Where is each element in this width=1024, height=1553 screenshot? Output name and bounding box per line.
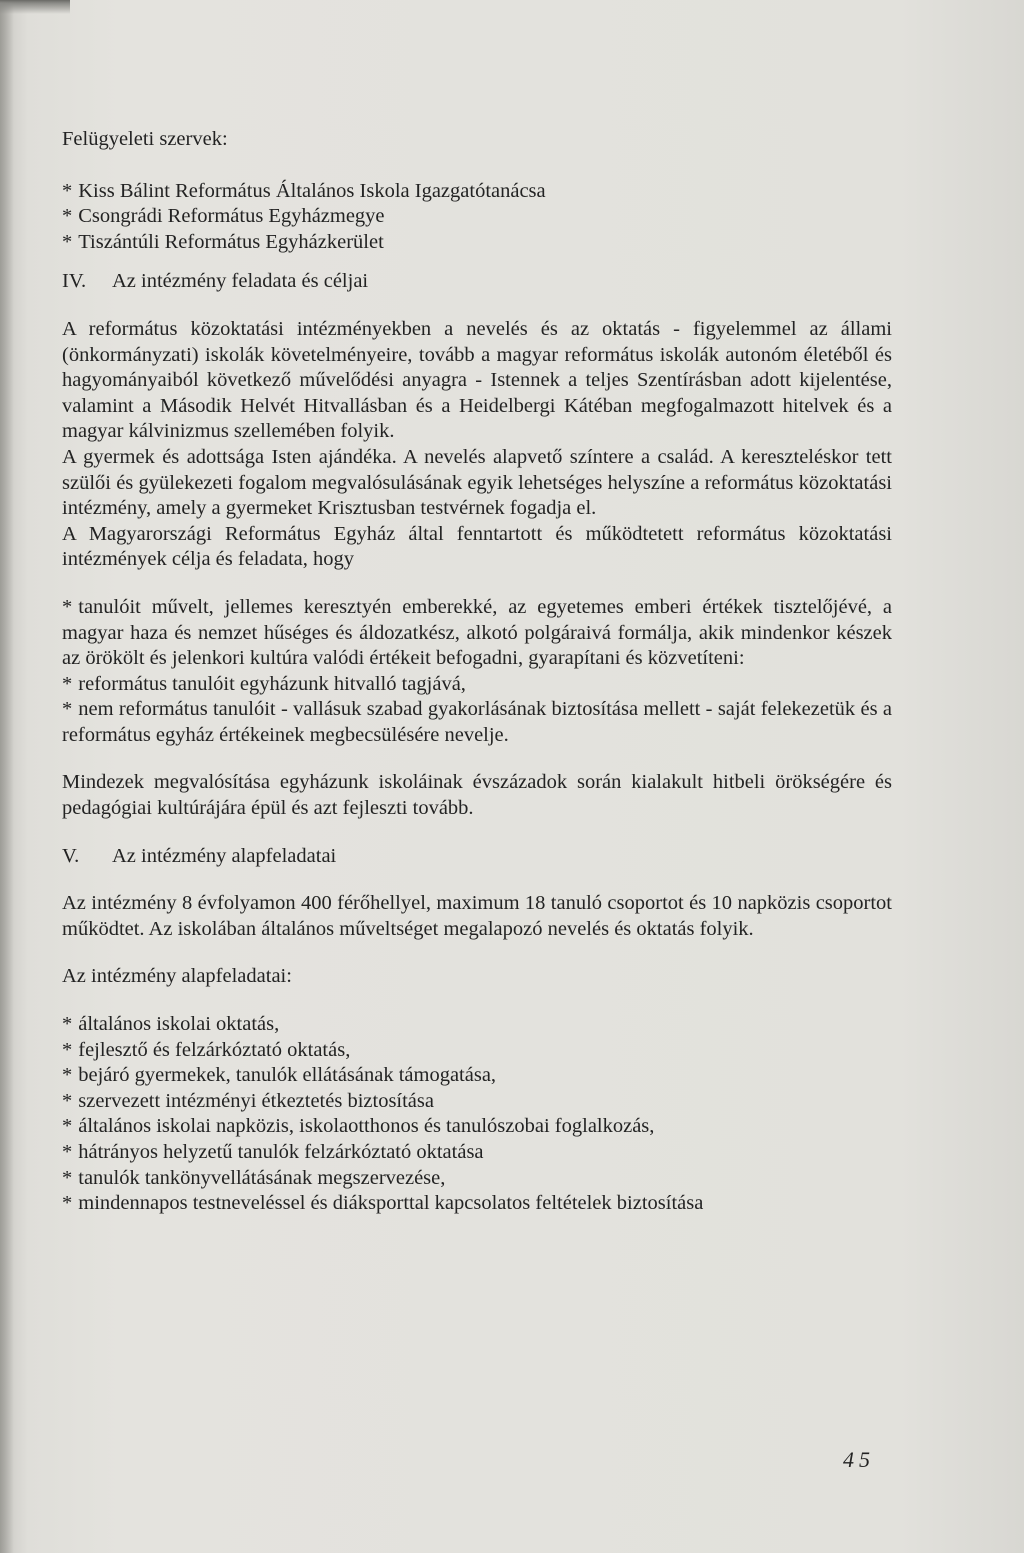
section-4-number: IV.: [62, 270, 87, 293]
supervisory-item: * Csongrádi Református Egyházmegye: [62, 205, 385, 228]
bullet-star: *: [62, 1141, 73, 1163]
task-item: * hátrányos helyzetű tanulók felzárkóztató oktatása: [62, 1141, 484, 1163]
section-4-paragraph: A református közoktatási intézményekben a nevelés és az oktatás - figyelemmel az állami (önkormányzati) iskolák követelményeire, tovább a magyar református iskolák autonóm életéből és hagyományaiból következő művelődési anyagra - Istennek a teljes Szentírásban adott kijelentése, valamint a Második Helvét Hitvallásban és a Heidelbergi Kátéban megfogalmazott hitelvek és a magyar kálvinizmus szellemében folyik.: [62, 317, 892, 443]
task-item: * általános iskolai oktatás,: [62, 1013, 280, 1036]
task-item: * általános iskolai napközis, iskolaotthonos és tanulószobai foglalkozás,: [62, 1115, 655, 1138]
supervisory-item: * Tiszántúli Református Egyházkerület: [62, 230, 384, 253]
section-4-summary: Mindezek megvalósítása egyházunk iskoláinak évszázadok során kialakult hitbeli örökségére és pedagógiai kultúrájára épül és azt fejleszti tovább.: [62, 771, 892, 820]
task-item: * tanulók tankönyvellátásának megszervezése,: [62, 1166, 446, 1189]
goal-item: * nem református tanulóit - vallásuk szabad gyakorlásának biztosítása mellett - saját felekezetük és a református egyház értékeinek megbecsülésére nevelje.: [62, 698, 892, 746]
goal-item: * református tanulóit egyházunk hitvalló tagjává,: [62, 672, 466, 695]
task-item: * fejlesztő és felzárkóztató oktatás,: [62, 1038, 351, 1061]
section-5-subheading: Az intézmény alapfeladatai:: [62, 965, 292, 988]
supervisory-item: * Kiss Bálint Református Általános Iskola Igazgatótanácsa: [62, 179, 546, 202]
task-item: * bejáró gyermekek, tanulók ellátásának támogatása,: [62, 1064, 497, 1087]
scan-edge-shadow: [0, 0, 14, 1553]
section-5-title: Az intézmény alapfeladatai: [112, 844, 337, 867]
section-4-heading: [62, 269, 892, 295]
bullet-star: *: [62, 179, 73, 202]
goal-item: * tanulóit művelt, jellemes keresztyén emberekké, az egyetemes emberi értékek tisztelőjévé, a magyar haza és nemzet hűséges és áldozatkész, alkotó polgáraivá formálja, akik mindenkor készek az örökölt és jelenkori kultúra valódi értékeit befogadni, gyarapítani és közvetíteni:: [62, 595, 892, 670]
section-4-title: Az intézmény feladata és céljai: [112, 270, 369, 293]
bullet-star: *: [62, 1064, 73, 1087]
bullet-star: *: [62, 1192, 73, 1215]
section-5-paragraph: Az intézmény 8 évfolyamon 400 férőhellyel, maximum 18 tanuló csoportot és 10 napközis csoportot működtet. Az iskolában általános műveltséget megalapozó nevelés és oktatás folyik.: [62, 892, 892, 940]
section-4-paragraph: A Magyarországi Református Egyház által fenntartott és működtetett református közoktatási intézmények célja és feladata, hogy: [62, 522, 892, 571]
bullet-star: *: [62, 672, 73, 695]
bullet-star: *: [62, 1089, 73, 1112]
bullet-star: *: [62, 1038, 73, 1061]
bullet-star: *: [62, 1166, 73, 1189]
bullet-star: *: [62, 1013, 73, 1036]
scan-top-mark: [0, 0, 70, 14]
section-4-paragraph: A gyermek és adottsága Isten ajándéka. A nevelés alapvető színtere a család. A kereszteléskor tett szülői és gyülekezeti fogalom megvalósulásának egyik lehetséges helyszíne a református közoktatási intézmény, amely a gyermeket Krisztusban testvérnek fogadja el.: [62, 445, 892, 520]
task-item: * mindennapos testneveléssel és diáksporttal kapcsolatos feltételek biztosítása: [62, 1192, 704, 1215]
bullet-star: *: [62, 1115, 73, 1138]
page-number: 45: [843, 1447, 875, 1472]
bullet-star: *: [62, 595, 73, 618]
task-item: * szervezett intézményi étkeztetés biztosítása: [62, 1089, 434, 1112]
section-5-heading: [62, 844, 892, 870]
section-5-number: V.: [62, 844, 80, 867]
bullet-star: *: [62, 205, 73, 228]
supervisory-heading: Felügyeleti szervek:: [62, 128, 228, 150]
bullet-star: *: [62, 698, 73, 721]
page-content: [62, 127, 892, 1217]
bullet-star: *: [62, 230, 73, 253]
